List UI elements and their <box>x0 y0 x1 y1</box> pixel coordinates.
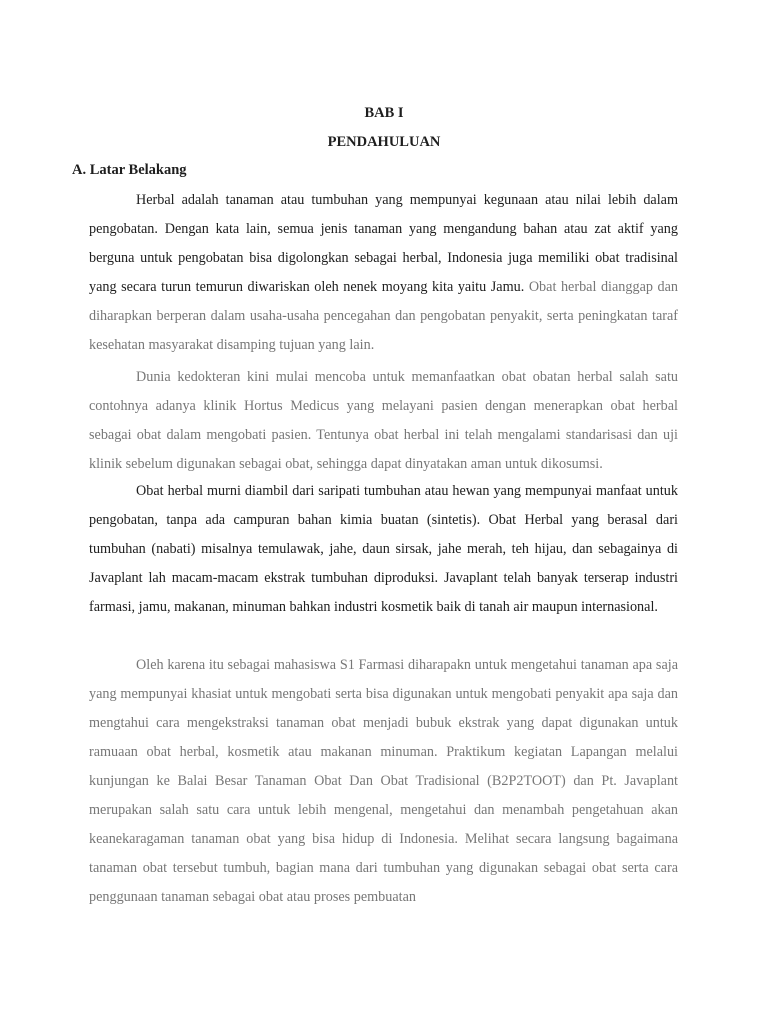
chapter-title: PENDAHULUAN <box>327 134 441 150</box>
paragraph-1-main-text: Herbal adalah tanaman atau tumbuhan yang mempunyai kegunaan atau nilai lebih dalam pengobatan. Dengan kata lain, semua jenis tanaman yang mengandung bahan atau zat aktif yang berguna untuk pengobatan bisa digolongkan sebagai herbal, Indonesia juga memiliki obat tradisinal yang secara turun temurun diwariskan oleh nenek moyang kita yaitu Jamu. <box>89 192 678 295</box>
paragraph-4 <box>89 651 678 912</box>
paragraph-4-text: Oleh karena itu sebagai mahasiswa S1 Farmasi diharapakn untuk mengetahui tanaman apa saja yang mempunyai khasiat untuk mengobati serta bisa digunakan untuk mengobati penyakit apa saja dan mengtahui cara mengekstraksi tanaman obat menjadi bubuk ekstrak yang dapat digunakan untuk ramuaan obat herbal, kosmetik atau makanan minuman. Praktikum kegiatan Lapangan melalui kunjungan ke Balai Besar Tanaman Obat Dan Obat Tradisional (B2P2TOOT) dan Pt. Javaplant merupakan salah satu cara untuk lebih mengenal, mengetahui dan menambah pengetahuan akan keanekaragaman tanaman obat yang bisa hidup di Indonesia. Melihat secara langsung bagaimana tanaman obat tersebut tumbuh, bagian mana dari tumbuhan yang digunakan sebagai obat serta cara penggunaan tanaman sebagai obat atau proses pembuatan <box>89 657 678 905</box>
paragraph-3 <box>89 477 678 622</box>
paragraph-1 <box>89 186 678 360</box>
section-heading: A. Latar Belakang <box>72 162 187 178</box>
paragraph-2 <box>89 363 678 479</box>
paragraph-2-text: Dunia kedokteran kini mulai mencoba untuk memanfaatkan obat obatan herbal salah satu contohnya adanya klinik Hortus Medicus yang melayani pasien dengan menerapkan obat herbal sebagai obat dalam mengobati pasien. Tentunya obat herbal ini telah mengalami standarisasi dan uji klinik sebelum digunakan sebagai obat, sehingga dapat dinyatakan aman untuk dikosumsi. <box>89 369 678 472</box>
chapter-number: BAB I <box>364 105 404 121</box>
paragraph-1-highlight-text: Obat herbal dianggap dan diharapkan berperan dalam usaha-usaha pencegahan dan pengobatan penyakit, serta peningkatan taraf kesehatan masyarakat disamping tujuan yang lain. <box>89 279 679 353</box>
paragraph-3-text: Obat herbal murni diambil dari saripati tumbuhan atau hewan yang mempunyai manfaat untuk pengobatan, tanpa ada campuran bahan kimia buatan (sintetis). Obat Herbal yang berasal dari tumbuhan (nabati) misalnya temulawak, jahe, daun sirsak, jahe merah, teh hijau, dan sebagainya di Javaplant lah macam-macam ekstrak tumbuhan diproduksi. Javaplant telah banyak terserap industri farmasi, jamu, makanan, minuman bahkan industri kosmetik baik di tanah air maupun internasional. <box>89 483 678 615</box>
